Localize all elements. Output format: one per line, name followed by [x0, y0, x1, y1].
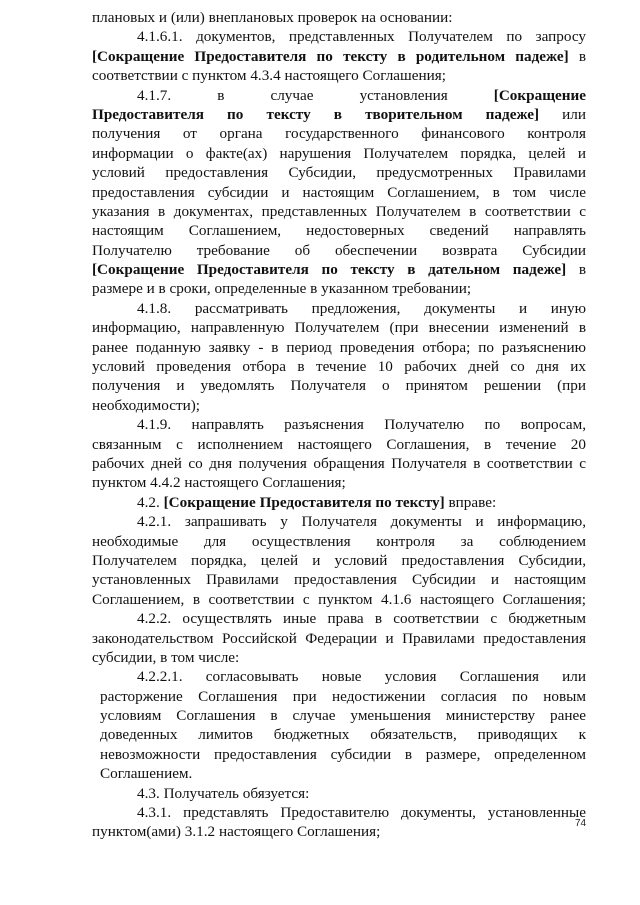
- text-line: настоящим Соглашением, недостоверных сведений направлять: [92, 222, 586, 240]
- text-line: 4.2.1. запрашивать у Получателя документы и информацию,: [137, 513, 586, 531]
- text-line: условиям Соглашения в случае уменьшения министерству ранее: [100, 707, 586, 725]
- text-line: установленных Правилами предоставления Субсидии и настоящим: [92, 571, 586, 589]
- text-line: субсидии, в том числе:: [92, 648, 240, 666]
- text-line: Соглашением.: [100, 765, 193, 783]
- text-line: 4.2.2. осуществлять иные права в соответствии с бюджетным: [137, 610, 586, 628]
- bold-placeholder-text: [Сокращение Предоставителя по тексту в родительном падеже]: [92, 47, 569, 65]
- text-line: 4.1.6.1. документов, представленных Получателем по запросу: [137, 28, 586, 46]
- text-line: соответствии с пунктом 4.3.4 настоящего Соглашения;: [92, 67, 446, 85]
- text-line: [92, 47, 586, 66]
- text-line: размере и в сроки, определенные в указанном требовании;: [92, 280, 472, 298]
- text-fragment: 4.1.7. в случае установления: [137, 86, 494, 104]
- text-fragment: вправе:: [444, 493, 497, 511]
- text-line: необходимые для осуществления контроля за соблюдением: [92, 532, 586, 550]
- bold-placeholder-text: [Сокращение Предоставителя по тексту]: [163, 493, 445, 511]
- text-line: условий проведения отбора в течение 10 рабочих дней со дня их: [92, 358, 586, 376]
- text-line: рабочих дней со дня получения обращения Получателя в соответствии с: [92, 454, 586, 472]
- text-fragment: или: [539, 105, 586, 123]
- text-line: [92, 86, 586, 105]
- bold-placeholder-text: [Сокращение Предоставителя по тексту в дательном падеже]: [92, 261, 567, 279]
- text-line: предоставления субсидии и настоящим Соглашением, в том числе: [92, 183, 586, 201]
- text-fragment: в: [568, 47, 586, 65]
- text-line: получения от органа государственного финансового контроля: [92, 125, 586, 143]
- bold-placeholder-text: Предоставителя по тексту в творительном падеже]: [92, 105, 540, 123]
- text-line: 4.2.2.1. согласовывать новые условия Соглашения или: [137, 668, 586, 686]
- text-line: доведенных лимитов бюджетных обязательств, приводящих к: [100, 726, 586, 744]
- text-line: пунктом(ами) 3.1.2 настоящего Соглашения;: [92, 823, 381, 841]
- text-line: указания в документах, представленных Получателем в соответствии с: [92, 202, 586, 220]
- text-line: [92, 105, 586, 124]
- text-line: ранее поданную заявку - в период проведения отбора; по разъяснению: [92, 338, 586, 356]
- text-line: информации о факте(ах) нарушения Получателем порядка, целей и: [92, 144, 586, 162]
- text-line: законодательством Российской Федерации и Правилами предоставления: [92, 629, 586, 647]
- text-line: 4.1.9. направлять разъяснения Получателю по вопросам,: [137, 416, 586, 434]
- text-line: связанным с исполнением настоящего Соглашения, в течение 20: [92, 435, 586, 453]
- text-line: информацию, направленную Получателем (при внесении изменений в: [92, 319, 586, 337]
- bold-placeholder-text: [Сокращение: [493, 86, 586, 104]
- text-line: Соглашением, в соответствии с пунктом 4.1.6 настоящего Соглашения;: [92, 590, 586, 608]
- text-line: невозможности предоставления субсидии в размере, определенном: [100, 745, 586, 763]
- text-line: расторжение Соглашения при недостижении согласия по новым: [100, 687, 586, 705]
- text-line: [92, 260, 586, 279]
- text-line: [92, 493, 586, 512]
- text-line: пунктом 4.4.2 настоящего Соглашения;: [92, 474, 346, 492]
- text-line: получения и уведомлять Получателя о принятом решении (при: [92, 377, 586, 395]
- text-line: условий предоставления Субсидии, предусмотренных Правилами: [92, 164, 586, 182]
- text-line: необходимости);: [92, 396, 201, 414]
- text-fragment: 4.2.: [137, 493, 164, 511]
- text-line: Получателю требование об обеспечении возврата Субсидии: [92, 241, 586, 259]
- text-fragment: в: [566, 261, 587, 279]
- text-line: Получателем порядка, целей и условий предоставления Субсидии,: [92, 551, 586, 569]
- page-number: 74: [575, 818, 587, 829]
- text-line: 4.1.8. рассматривать предложения, документы и иную: [137, 299, 586, 317]
- text-line: плановых и (или) внеплановых проверок на основании:: [92, 9, 453, 26]
- text-line: 4.3. Получатель обязуется:: [137, 784, 310, 802]
- agreement-text: [92, 8, 586, 842]
- text-line: 4.3.1. представлять Предоставителю документы, установленные: [137, 804, 586, 822]
